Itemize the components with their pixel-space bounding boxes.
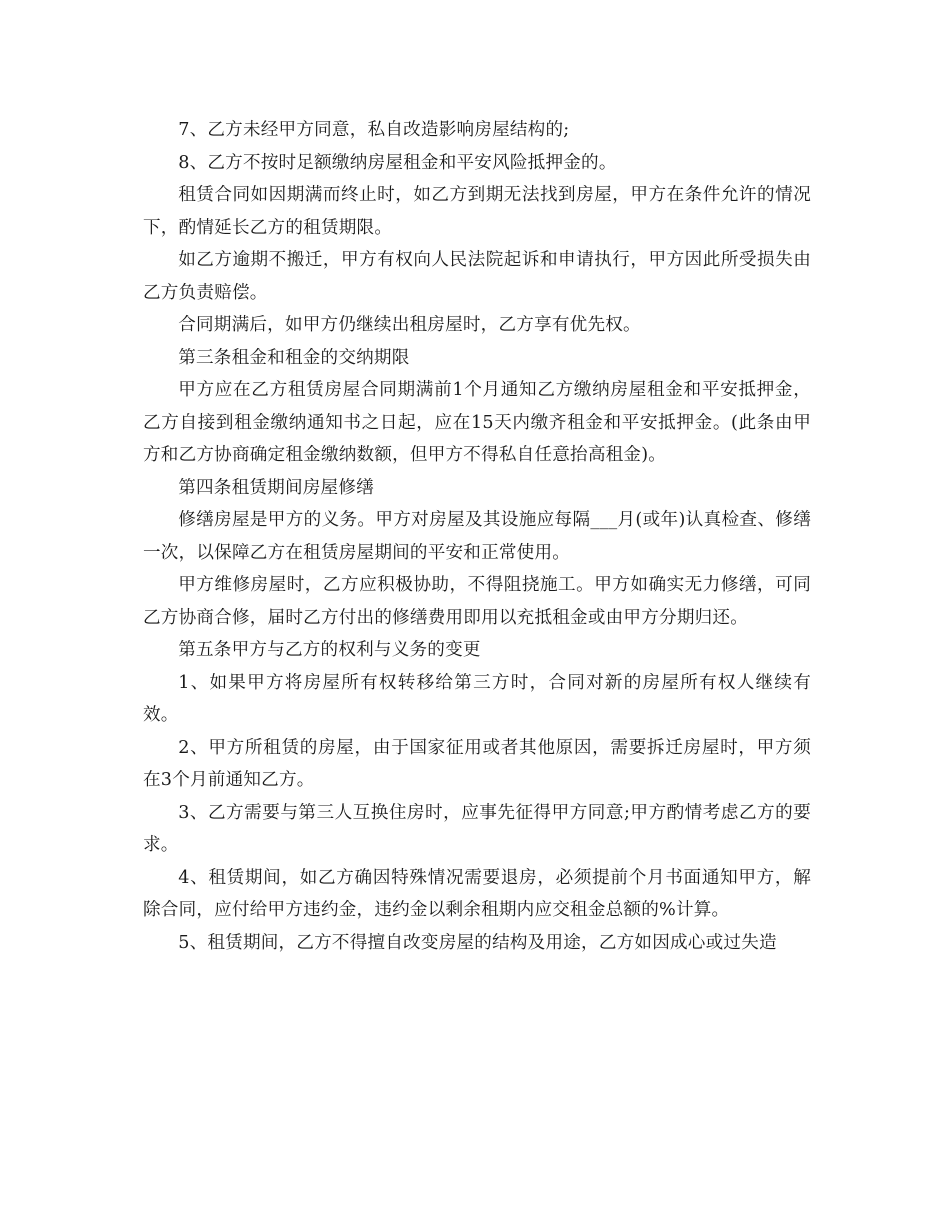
paragraph-item-4: 4、租赁期间，如乙方确因特殊情况需要退房，必须提前个月书面通知甲方，解除合同，应付给甲方违约金，违约金以剩余租期内应交租金总额的%计算。: [143, 867, 811, 920]
paragraph-repair-assist: 甲方维修房屋时，乙方应积极协助，不得阻挠施工。甲方如确实无力修缮，可同乙方协商合修，届时乙方付出的修缮费用即用以充抵租金或由甲方分期归还。: [143, 575, 811, 628]
heading-article-3: 第三条租金和租金的交纳期限: [178, 347, 410, 368]
paragraph-clause-8: 8、乙方不按时足额缴纳房屋租金和平安风险抵押金的。: [178, 152, 617, 173]
paragraph-repair-duty: 修缮房屋是甲方的义务。甲方对房屋及其设施应每隔___月(或年)认真检查、修缮一次，以保障乙方在租赁房屋期间的平安和正常使用。: [143, 510, 811, 563]
document-body: [143, 114, 811, 959]
heading-article-4: 第四条租赁期间房屋修缮: [178, 477, 374, 498]
paragraph-item-2: 2、甲方所租赁的房屋，由于国家征用或者其他原因，需要拆迁房屋时，甲方须在3个月前通知乙方。: [143, 737, 811, 790]
paragraph-item-3: 3、乙方需要与第三人互换住房时，应事先征得甲方同意;甲方酌情考虑乙方的要求。: [143, 802, 811, 855]
paragraph-priority-right: 合同期满后，如甲方仍继续出租房屋时，乙方享有优先权。: [178, 315, 641, 335]
paragraph-item-1: 1、如果甲方将房屋所有权转移给第三方时，合同对新的房屋所有权人继续有效。: [143, 672, 811, 725]
paragraph-rent-payment: 甲方应在乙方租赁房屋合同期满前1个月通知乙方缴纳房屋租金和平安抵押金，乙方自接到租金缴纳通知书之日起，应在15天内缴齐租金和平安抵押金。(此条由甲方和乙方协商确定租金缴纳数额，但甲方不得私自任意抬高租金)。: [143, 380, 811, 465]
heading-article-5: 第五条甲方与乙方的权利与义务的变更: [178, 640, 481, 660]
paragraph-item-5: 5、租赁期间，乙方不得擅自改变房屋的结构及用途，乙方如因成心或过失造: [178, 932, 777, 953]
paragraph-overdue-relocation: 如乙方逾期不搬迁，甲方有权向人民法院起诉和申请执行，甲方因此所受损失由乙方负责赔偿。: [143, 250, 811, 303]
paragraph-clause-7: 7、乙方未经甲方同意，私自改造影响房屋结构的;: [178, 120, 570, 140]
paragraph-expiry-extension: 租赁合同如因期满而终止时，如乙方到期无法找到房屋，甲方在条件允许的情况下，酌情延长乙方的租赁期限。: [143, 185, 811, 238]
